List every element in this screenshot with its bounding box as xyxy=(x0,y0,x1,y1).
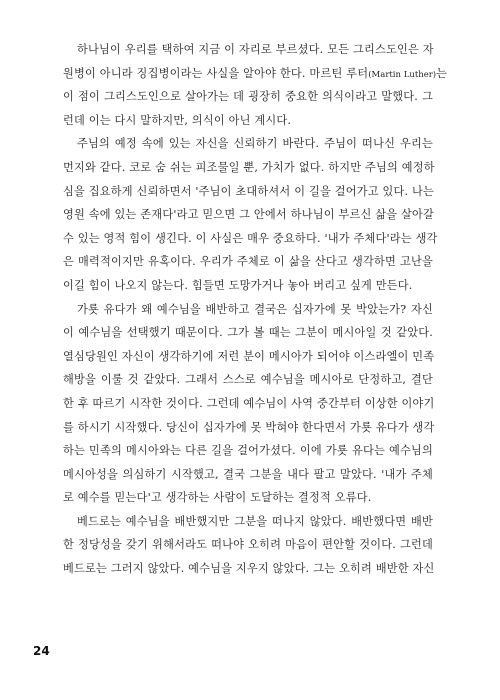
paragraph-1-line-2-suffix: 는 xyxy=(436,66,448,80)
paragraph-2-line-7: 이길 힘이 나오지 않는다. 힘들면 도망가거나 놓아 버리고 싶게 만든다. xyxy=(63,278,413,292)
paragraph-2-line-1: 주님의 예정 속에 있는 자신을 신뢰하기 바란다. 주님이 떠나신 우리는 xyxy=(77,137,433,151)
paragraph-4-line-2: 한 정당성을 갖기 위해서라도 떠나야 오히려 마음이 편안할 것이다. 그런데 xyxy=(63,538,433,552)
paragraph-1-line-1: 하나님이 우리를 택하여 지금 이 자리로 부르셨다. 모든 그리스도인은 자 xyxy=(77,43,434,56)
paragraph-1-line-3: 이 점이 그리스도인으로 살아가는 데 굉장히 중요한 의식이라고 말했다. 그 xyxy=(63,90,433,104)
paragraph-2-line-2: 먼지와 같다. 코로 숨 쉬는 피조물일 뿐, 가치가 없다. 하지만 주님의 예정하 xyxy=(63,160,435,174)
paragraph-3-line-9: 로 예수를 믿는다'고 생각하는 사람이 도달하는 결정적 오류다. xyxy=(63,491,372,505)
paragraph-3-line-8: 메시아성을 의심하기 시작했고, 결국 그분을 내다 팔고 말았다. '내가 주체 xyxy=(63,467,433,481)
martin-luther-note: (Martin Luther) xyxy=(368,69,437,80)
paragraph-3-line-5: 한 후 따르기 시작한 것이다. 그런데 예수님이 사역 중간부터 이상한 이야기 xyxy=(63,396,435,410)
paragraph-2-line-5: 수 있는 영적 힘이 생긴다. 이 사실은 매우 중요하다. '내가 주체다'라는 생각 xyxy=(63,231,438,245)
paragraph-3-line-3: 열심당원인 자신이 생각하기에 저런 분이 메시아가 되어야 이스라엘이 민족 xyxy=(63,349,435,363)
paragraph-3-line-1: 가룟 유다가 왜 예수님을 배반하고 결국은 십자가에 못 박았는가? 자신 xyxy=(77,302,433,316)
paragraph-3-line-2: 이 예수님을 선택했기 때문이다. 그가 볼 때는 그분이 메시아일 것 같았다. xyxy=(63,326,433,340)
paragraph-1-line-2 xyxy=(63,62,448,86)
paragraph-2-line-4: 영원 속에 있는 존재다'라고 믿으면 그 안에서 하나님이 부르신 삶을 살아갈 xyxy=(63,208,435,222)
paragraph-4-line-1: 베드로는 예수님을 배반했지만 그분을 떠나지 않았다. 배반했다면 배반 xyxy=(77,514,433,528)
paragraph-4-line-3: 베드로는 그러지 않았다. 예수님을 지우지 않았다. 그는 오히려 배반한 자신 xyxy=(63,562,435,576)
paragraph-2-line-6: 은 매력적이지만 유혹이다. 우리가 주체로 이 삶을 산다고 생각하면 고난을 xyxy=(63,255,433,269)
paragraph-3-line-4: 해방을 이룰 것 같았다. 그래서 스스로 예수님을 메시아로 단정하고, 결단 xyxy=(63,373,433,387)
paragraph-1-line-4: 런데 이는 다시 말하지만, 의식이 아닌 계시다. xyxy=(63,113,292,127)
paragraph-3-line-7: 하는 민족의 메시아와는 다른 길을 걸어가셨다. 이에 가룟 유다는 예수님의 xyxy=(63,444,433,458)
paragraph-2-line-3: 심을 집요하게 신뢰하면서 '주님이 초대하셔서 이 길을 걸어가고 있다. 나는 xyxy=(63,184,435,198)
paragraph-1-line-2-text: 원병이 아니라 징집병이라는 사실을 알아야 한다. 마르틴 루터 xyxy=(63,66,369,80)
paragraph-3-line-6: 를 하시기 시작했다. 당신이 십자가에 못 박혀야 한다면서 가룟 유다가 생각 xyxy=(63,420,435,434)
page-number: 24 xyxy=(33,644,50,658)
body-text xyxy=(63,38,448,581)
